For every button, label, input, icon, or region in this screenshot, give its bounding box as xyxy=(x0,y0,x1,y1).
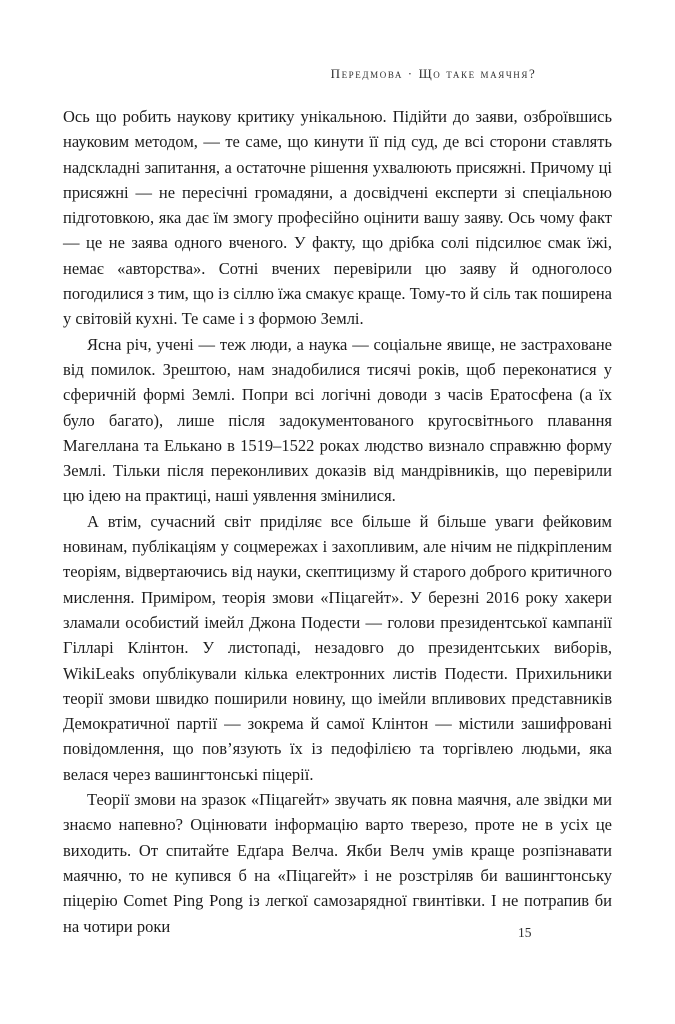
page-body xyxy=(63,104,612,939)
page-number: 15 xyxy=(518,925,532,940)
paragraph: Ось що робить наукову критику унікальною. Підійти до заяви, озброївшись науковим методом, — те саме, що кинути її під суд, де всі сторони ставлять надскладні запитання, а остаточне рішення ухвалюють присяжні. Причому ці присяжні — не пересічні громадяни, а досвідчені експерти зі спеціальною підготовкою, яка дає їм змогу професійно оцінити вашу заяву. Ось чому факт — це не заява одного вченого. У факту, що дрібка солі підсилює смак їжі, немає «авторства». Сотні вчених перевірили цю заяву й одноголосо погодилися з тим, що із сіллю їжа смакує краще. Тому-то й сіль так поширена у світовій кухні. Те саме і з формою Землі. xyxy=(63,107,612,329)
paragraph: Теорії змови на зразок «Піцагейт» звучать як повна маячня, але звідки ми знаємо напевно? Оцінювати інформацію варто тверезо, проте не в усіх це виходить. От спитайте Едґара Велча. Якби Велч умів краще розпізнавати маячню, то не купився б на «Піцагейт» і не розстріляв би вашингтонську піцерію Comet Ping Pong із легкої самозарядної гвинтівки. І не потрапив би на чотири роки xyxy=(63,790,612,936)
running-header: Передмова · Що таке маячня? xyxy=(330,66,537,81)
paragraph: Ясна річ, учені — теж люди, а наука — соціальне явище, не застраховане від помилок. Зрештою, нам знадобилися тисячі років, щоб переконатися у сферичній формі Землі. Попри всі логічні доводи з часів Ератосфена (а їх було багато), лише після задокументованого кругосвітнього плавання Магеллана та Елькано в 1519–1522 роках людство визнало справжню форму Землі. Тільки після переконливих доказів від мандрівників, що перевірили цю ідею на практиці, наші уявлення змінилися. xyxy=(63,334,612,506)
paragraph: А втім, сучасний світ приділяє все більше й більше уваги фейковим новинам, публікаціям у соцмережах і захопливим, але нічим не підкріпленим теоріям, відвертаючись від науки, скептицизму й старого доброго критичного мислення. Приміром, теорія змови «Піцагейт». У березні 2016 року хакери зламали особистий імейл Джона Подести — голови президентської кампанії Гілларі Клінтон. У листопаді, незадовго до президентських виборів, WikiLeaks опублікували кілька електронних листів Подести. Прихильники теорії змови швидко поширили новину, що імейли впливових представників Демократичної партії — зокрема й самої Клінтон — містили зашифровані повідомлення, що пов’язують їх із педофілією та торгівлею людьми, яка велася через вашингтонські піцерії. xyxy=(63,511,612,784)
